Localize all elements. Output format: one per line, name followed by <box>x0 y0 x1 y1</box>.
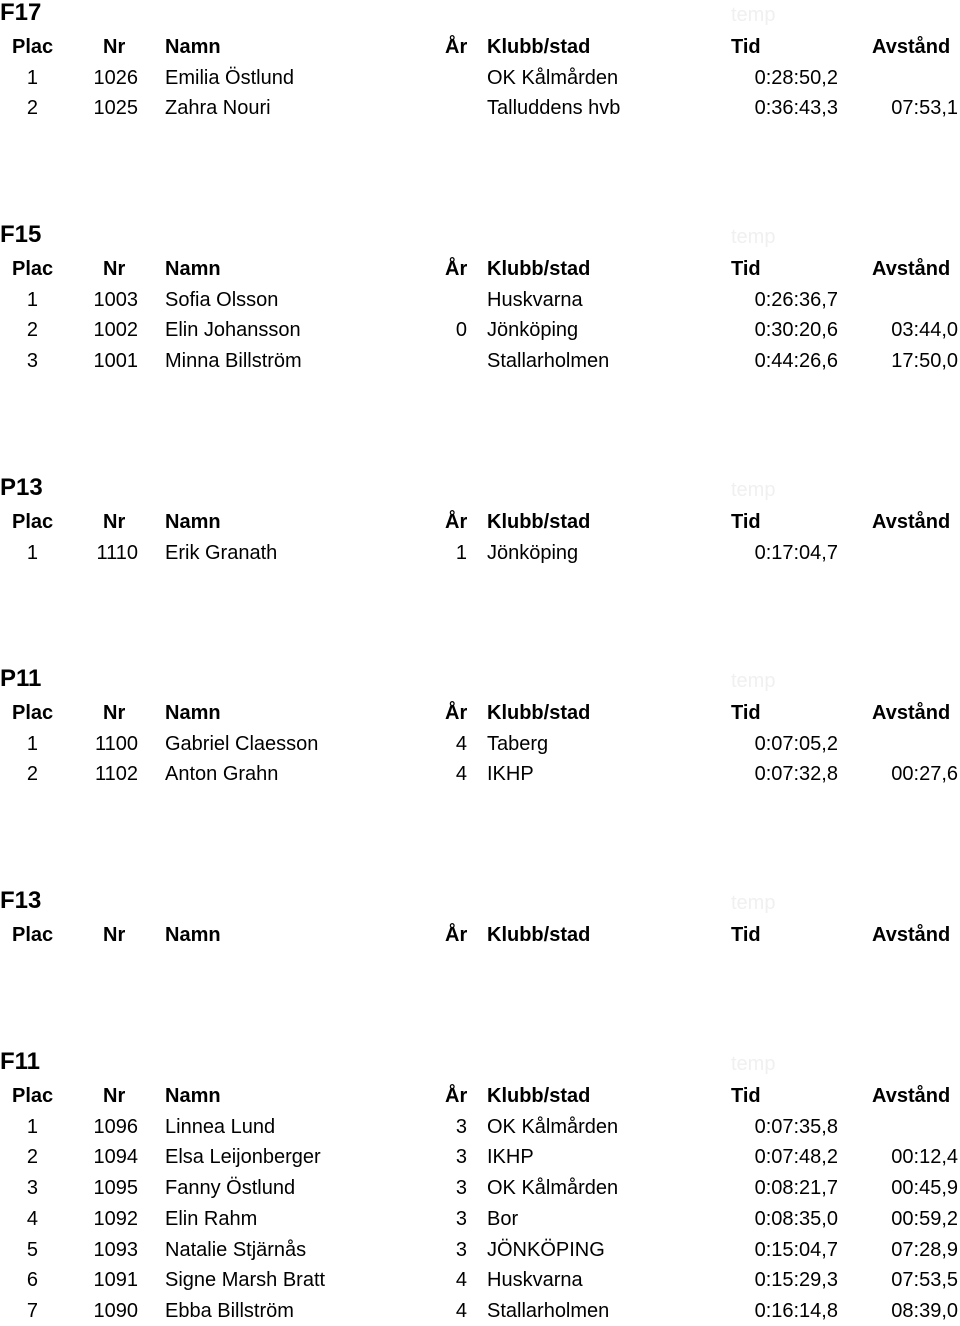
cell-plac: 1 <box>26 66 38 89</box>
header-tid: Tid <box>731 1085 761 1107</box>
cell-ar: 4 <box>455 1269 467 1292</box>
cell-namn: Ebba Billström <box>165 1299 294 1322</box>
cell-klubb: Huskvarna <box>487 288 583 311</box>
header-nr: Nr <box>103 924 126 946</box>
header-avstand: Avstånd <box>872 511 951 533</box>
cell-namn: Linnea Lund <box>165 1115 276 1138</box>
table-row <box>0 1296 960 1326</box>
table-header <box>0 254 960 284</box>
cell-tid: 0:17:04,7 <box>754 541 838 564</box>
cell-avstand: 00:12,4 <box>891 1146 958 1169</box>
cell-plac: 2 <box>26 763 38 786</box>
cell-tid: 0:07:05,2 <box>754 732 838 755</box>
cell-nr: 1102 <box>94 763 138 786</box>
cell-namn: Sofia Olsson <box>165 288 279 311</box>
cell-plac: 3 <box>26 350 38 373</box>
cell-klubb: IKHP <box>487 1146 534 1169</box>
table-row <box>0 759 960 789</box>
cell-namn: Anton Grahn <box>165 763 279 786</box>
header-nr: Nr <box>103 1085 126 1107</box>
cell-plac: 1 <box>26 541 38 564</box>
header-klubb: Klubb/stad <box>487 36 591 58</box>
cell-klubb: Talluddens hvb <box>487 97 621 120</box>
header-klubb: Klubb/stad <box>487 702 591 724</box>
cell-ar: 1 <box>455 541 467 564</box>
header-avstand: Avstånd <box>872 36 951 58</box>
header-avstand: Avstånd <box>872 924 951 946</box>
cell-plac: 5 <box>26 1238 38 1261</box>
header-plac: Plac <box>12 924 54 946</box>
cell-nr: 1100 <box>94 732 138 755</box>
cell-namn: Fanny Östlund <box>165 1177 296 1200</box>
cell-avstand: 07:28,9 <box>891 1238 958 1261</box>
cell-avstand: 03:44,0 <box>891 319 958 342</box>
temp-label: temp <box>731 479 776 501</box>
cell-klubb: OK Kålmården <box>487 66 619 89</box>
cell-tid: 0:07:32,8 <box>754 763 838 786</box>
cell-tid: 0:15:04,7 <box>754 1238 838 1261</box>
header-ar: År <box>445 511 468 533</box>
cell-plac: 3 <box>26 1177 38 1200</box>
cell-avstand: 00:45,9 <box>891 1177 958 1200</box>
cell-tid: 0:36:43,3 <box>754 97 838 120</box>
cell-klubb: Jönköping <box>487 541 579 564</box>
cell-plac: 1 <box>26 1115 38 1138</box>
header-klubb: Klubb/stad <box>487 511 591 533</box>
table-row <box>0 1204 960 1234</box>
cell-avstand: 00:27,6 <box>891 763 958 786</box>
cell-tid: 0:28:50,2 <box>754 66 838 89</box>
cell-plac: 7 <box>26 1299 38 1322</box>
temp-label: temp <box>731 226 776 248</box>
cell-namn: Signe Marsh Bratt <box>165 1269 326 1292</box>
header-nr: Nr <box>103 511 126 533</box>
cell-ar: 4 <box>455 763 467 786</box>
cell-nr: 1095 <box>93 1177 138 1200</box>
cell-namn: Zahra Nouri <box>165 97 271 120</box>
header-ar: År <box>445 258 468 280</box>
cell-nr: 1094 <box>93 1146 138 1169</box>
table-row <box>0 1142 960 1172</box>
cell-nr: 1092 <box>93 1207 138 1230</box>
section-title: F17 <box>0 0 42 26</box>
section-title: P11 <box>0 665 42 692</box>
cell-ar: 3 <box>455 1207 467 1230</box>
cell-klubb: Huskvarna <box>487 1269 583 1292</box>
cell-nr: 1025 <box>93 97 138 120</box>
header-plac: Plac <box>12 511 54 533</box>
cell-klubb: IKHP <box>487 763 534 786</box>
cell-tid: 0:08:21,7 <box>754 1177 838 1200</box>
cell-nr: 1093 <box>93 1238 138 1261</box>
cell-klubb: Stallarholmen <box>487 1299 610 1322</box>
cell-tid: 0:07:48,2 <box>754 1146 838 1169</box>
header-plac: Plac <box>12 1085 54 1107</box>
temp-label: temp <box>731 4 776 26</box>
header-namn: Namn <box>165 258 221 280</box>
header-klubb: Klubb/stad <box>487 258 591 280</box>
table-row <box>0 1173 960 1203</box>
table-row <box>0 285 960 315</box>
cell-klubb: Taberg <box>487 732 549 755</box>
cell-klubb: OK Kålmården <box>487 1177 619 1200</box>
table-header <box>0 32 960 62</box>
table-row <box>0 315 960 345</box>
cell-plac: 4 <box>26 1207 38 1230</box>
cell-nr: 1110 <box>96 541 138 564</box>
table-row <box>0 1112 960 1142</box>
cell-ar: 3 <box>455 1146 467 1169</box>
cell-nr: 1096 <box>93 1115 138 1138</box>
cell-tid: 0:07:35,8 <box>754 1115 838 1138</box>
cell-namn: Elin Rahm <box>165 1207 258 1230</box>
cell-klubb: Jönköping <box>487 319 579 342</box>
cell-plac: 2 <box>26 319 38 342</box>
header-plac: Plac <box>12 36 54 58</box>
cell-nr: 1090 <box>93 1299 138 1322</box>
temp-label: temp <box>731 670 776 692</box>
cell-avstand: 17:50,0 <box>891 350 958 373</box>
cell-plac: 1 <box>26 288 38 311</box>
cell-namn: Emilia Östlund <box>165 66 294 89</box>
cell-namn: Minna Billström <box>165 350 302 373</box>
header-avstand: Avstånd <box>872 1085 951 1107</box>
cell-nr: 1003 <box>93 288 138 311</box>
cell-klubb: Bor <box>487 1207 519 1230</box>
header-plac: Plac <box>12 702 54 724</box>
cell-ar: 3 <box>455 1238 467 1261</box>
cell-ar: 4 <box>455 732 467 755</box>
cell-nr: 1026 <box>93 66 138 89</box>
cell-klubb: JÖNKÖPING <box>487 1238 605 1261</box>
header-klubb: Klubb/stad <box>487 1085 591 1107</box>
header-namn: Namn <box>165 1085 221 1107</box>
header-namn: Namn <box>165 702 221 724</box>
header-ar: År <box>445 1085 468 1107</box>
cell-tid: 0:44:26,6 <box>754 350 838 373</box>
cell-ar: 3 <box>455 1115 467 1138</box>
cell-nr: 1091 <box>93 1269 138 1292</box>
header-namn: Namn <box>165 36 221 58</box>
cell-avstand: 00:59,2 <box>891 1207 958 1230</box>
temp-label: temp <box>731 892 776 914</box>
table-header <box>0 698 960 728</box>
cell-tid: 0:08:35,0 <box>754 1207 838 1230</box>
header-tid: Tid <box>731 36 761 58</box>
cell-tid: 0:30:20,6 <box>754 319 838 342</box>
header-nr: Nr <box>103 36 126 58</box>
header-tid: Tid <box>731 924 761 946</box>
cell-ar: 4 <box>455 1299 467 1322</box>
section-title: F11 <box>0 1048 41 1075</box>
header-tid: Tid <box>731 702 761 724</box>
cell-nr: 1001 <box>93 350 138 373</box>
header-tid: Tid <box>731 258 761 280</box>
header-ar: År <box>445 924 468 946</box>
cell-tid: 0:15:29,3 <box>754 1269 838 1292</box>
cell-tid: 0:16:14,8 <box>754 1299 838 1322</box>
table-row <box>0 63 960 93</box>
header-tid: Tid <box>731 511 761 533</box>
cell-plac: 2 <box>26 1146 38 1169</box>
header-ar: År <box>445 36 468 58</box>
table-row <box>0 346 960 376</box>
cell-plac: 2 <box>26 97 38 120</box>
cell-klubb: OK Kålmården <box>487 1115 619 1138</box>
header-ar: År <box>445 702 468 724</box>
section-title: F13 <box>0 887 42 914</box>
header-namn: Namn <box>165 924 221 946</box>
cell-avstand: 08:39,0 <box>891 1299 958 1322</box>
header-namn: Namn <box>165 511 221 533</box>
table-row <box>0 729 960 759</box>
header-nr: Nr <box>103 258 126 280</box>
table-row <box>0 93 960 123</box>
header-nr: Nr <box>103 702 126 724</box>
header-avstand: Avstånd <box>872 702 951 724</box>
cell-namn: Elsa Leijonberger <box>165 1146 321 1169</box>
table-header <box>0 507 960 537</box>
header-avstand: Avstånd <box>872 258 951 280</box>
cell-tid: 0:26:36,7 <box>754 288 838 311</box>
cell-namn: Elin Johansson <box>165 319 301 342</box>
cell-ar: 0 <box>455 319 467 342</box>
cell-klubb: Stallarholmen <box>487 350 610 373</box>
cell-nr: 1002 <box>93 319 138 342</box>
cell-namn: Natalie Stjärnås <box>165 1238 307 1261</box>
table-row <box>0 1265 960 1295</box>
cell-avstand: 07:53,5 <box>891 1269 958 1292</box>
cell-namn: Gabriel Claesson <box>165 732 319 755</box>
header-klubb: Klubb/stad <box>487 924 591 946</box>
table-header <box>0 1081 960 1111</box>
cell-namn: Erik Granath <box>165 541 278 564</box>
section-title: F15 <box>0 221 42 248</box>
table-header <box>0 920 960 950</box>
cell-plac: 6 <box>26 1269 38 1292</box>
cell-ar: 3 <box>455 1177 467 1200</box>
cell-plac: 1 <box>26 732 38 755</box>
header-plac: Plac <box>12 258 54 280</box>
table-row <box>0 1235 960 1265</box>
section-title: P13 <box>0 474 43 501</box>
cell-avstand: 07:53,1 <box>891 97 958 120</box>
temp-label: temp <box>731 1053 776 1075</box>
table-row <box>0 538 960 568</box>
